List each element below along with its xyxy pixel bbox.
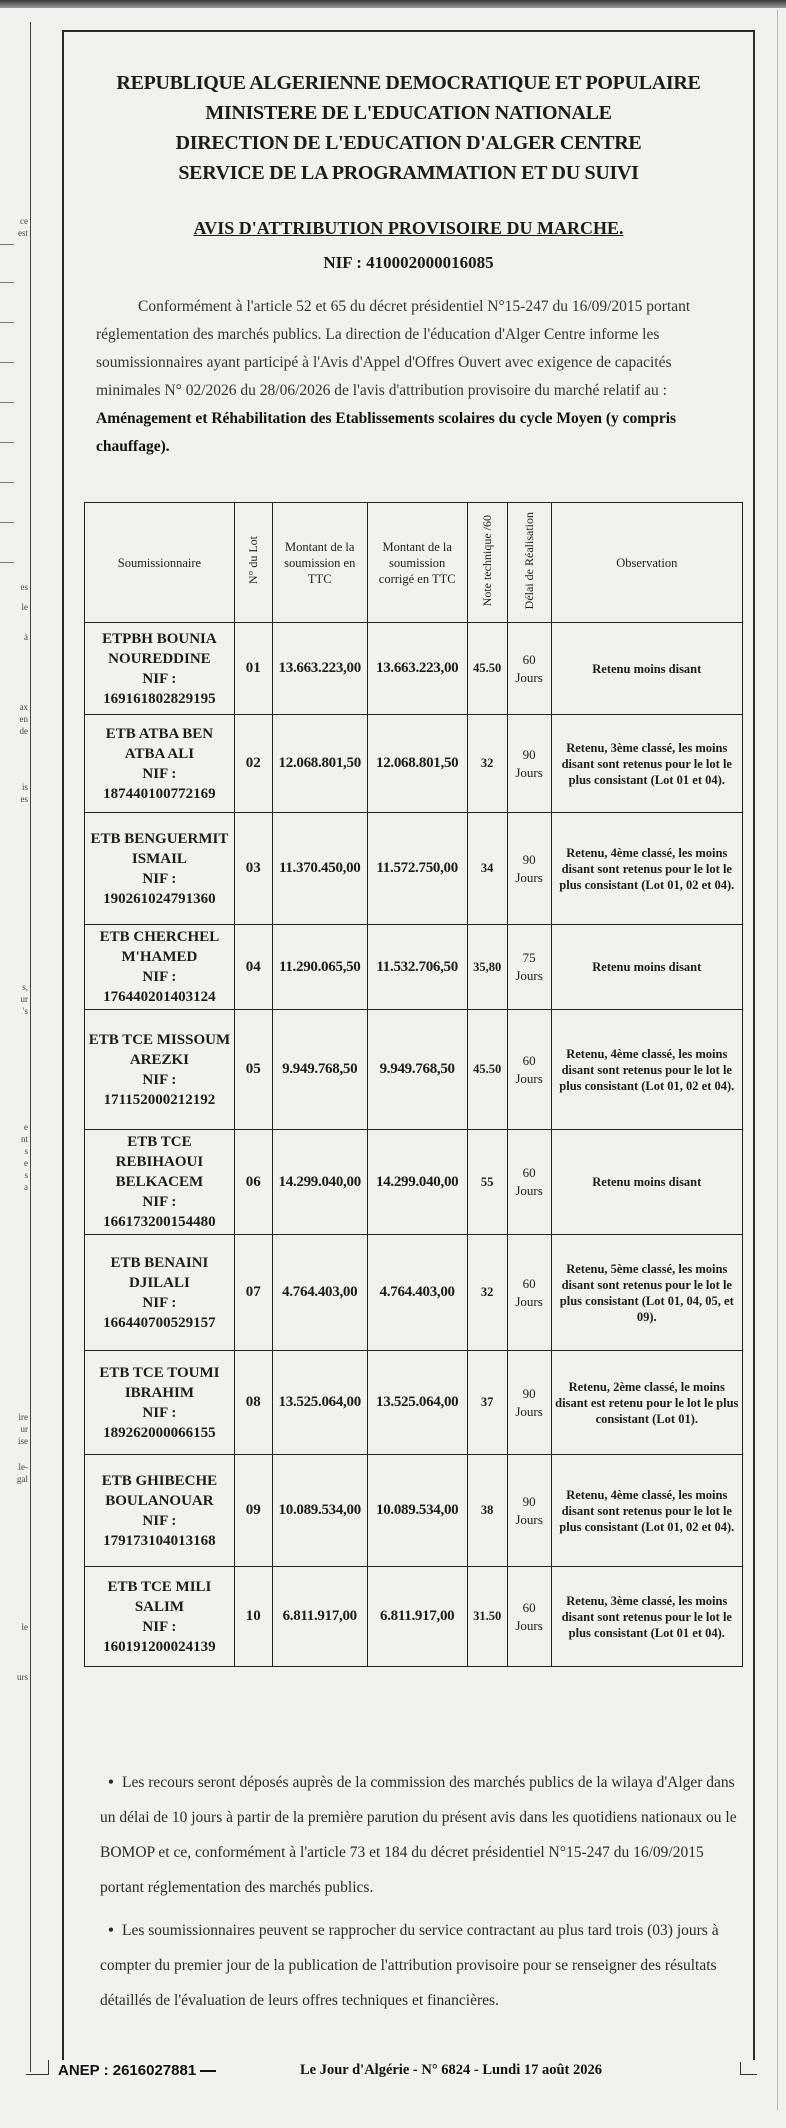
lot-cell: 03: [234, 813, 272, 925]
amount-corrected-cell: 13.663.223,00: [367, 623, 467, 715]
column-rule: [0, 522, 14, 523]
delay-cell: 90 Jours: [507, 813, 551, 925]
table-row: [85, 1351, 743, 1455]
notice-intro: [96, 293, 721, 461]
bidder-cell: [85, 1351, 235, 1455]
column-rule: [0, 482, 14, 483]
column-rule: [0, 282, 14, 283]
lot-cell: 04: [234, 925, 272, 1010]
amount-cell: 13.663.223,00: [272, 623, 367, 715]
observation-cell: Retenu, 4ème classé, les moins disant sont retenus pour le lot le plus consistant (Lot 01, 02 et 04).: [551, 813, 742, 925]
column-rule: [0, 362, 14, 363]
intro-text: Conformément à l'article 52 et 65 du décret présidentiel N°15-247 du 16/09/2015 portant réglementation des marchés publics. La direction de l'éducation d'Alger Centre informe les soumissionnaires ayant participé à l'Avis d'Appel d'Offres Ouvert avec exigence de capacités minimales N° 02/2026 du 28/06/2026 de l'avis d'attribution provisoire du marché relatif au :: [96, 298, 691, 399]
amount-corrected-cell: 12.068.801,50: [367, 715, 467, 813]
amount-corrected-cell: 6.811.917,00: [367, 1567, 467, 1667]
header-line: MINISTERE DE L'EDUCATION NATIONALE: [205, 102, 612, 124]
column-fragment-text: s,: [22, 982, 28, 992]
bidder-name: ETPBH BOUNIA NOUREDDINE: [102, 630, 217, 667]
column-fragment-text: urs: [17, 1672, 28, 1682]
header-note-label: Note technique /60: [479, 514, 494, 607]
bidder-nif: NIF : 160191200024139: [103, 1618, 216, 1655]
column-fragment-text: es: [20, 582, 28, 592]
table-row: [85, 1567, 743, 1667]
column-fragment-text: ire: [18, 1412, 28, 1422]
bidder-cell: [85, 1455, 235, 1567]
observation-cell: Retenu, 4ème classé, les moins disant sont retenus pour le lot le plus consistant (Lot 01, 02 et 04).: [551, 1010, 742, 1130]
bidder-nif: NIF : 166440700529157: [103, 1294, 216, 1331]
note-cell: 31.50: [467, 1567, 507, 1667]
note-cell: 34: [467, 813, 507, 925]
note-cell: 37: [467, 1351, 507, 1455]
delay-cell: 90 Jours: [507, 1351, 551, 1455]
amount-cell: 9.949.768,50: [272, 1010, 367, 1130]
header-lot-label: N° du Lot: [245, 536, 260, 585]
header-delay-label: Délai de Réalisation: [521, 511, 536, 610]
frame-corner-left: [26, 2060, 49, 2075]
header-line: SERVICE DE LA PROGRAMMATION ET DU SUIVI: [178, 162, 639, 184]
notice-nif: NIF : 410002000016085: [323, 253, 494, 272]
observation-cell: Retenu, 4ème classé, les moins disant sont retenus pour le lot le plus consistant (Lot 01, 02 et 04).: [551, 1455, 742, 1567]
lot-cell: 07: [234, 1235, 272, 1351]
column-fragment-text: gal: [17, 1474, 28, 1484]
column-rule: [0, 402, 14, 403]
note-cell: 38: [467, 1455, 507, 1567]
page-right-edge: [777, 10, 786, 2110]
attribution-table: [84, 502, 743, 1667]
observation-cell: Retenu, 3ème classé, les moins disant sont retenus pour le lot le plus consistant (Lot 01 et 04).: [551, 1567, 742, 1667]
bullet-icon: •: [108, 1774, 114, 1791]
observation-cell: Retenu moins disant: [551, 1130, 742, 1235]
column-fragment-text: de: [19, 726, 28, 736]
bidder-name: ETB TCE MISSOUM AREZKI: [88, 1031, 231, 1068]
bidder-name: ETB GHIBECHE BOULANOUAR: [101, 1472, 218, 1509]
column-rule: [0, 322, 14, 323]
amount-corrected-cell: 14.299.040,00: [367, 1130, 467, 1235]
lot-cell: 02: [234, 715, 272, 813]
bidder-nif: NIF : 179173104013168: [103, 1512, 216, 1549]
bidder-nif: NIF : 176440201403124: [103, 969, 216, 1005]
header-observation: Observation: [551, 503, 742, 623]
column-fragment-text: en: [19, 714, 28, 724]
bidder-cell: [85, 623, 235, 715]
column-fragment-text: est: [18, 228, 28, 238]
frame-corner-right: [740, 2062, 757, 2075]
bullet-icon: •: [108, 1922, 114, 1939]
column-rule: [0, 244, 14, 245]
bidder-nif: NIF : 171152000212192: [103, 1071, 216, 1108]
observation-cell: Retenu moins disant: [551, 925, 742, 1010]
amount-cell: 14.299.040,00: [272, 1130, 367, 1235]
table-header-row: [85, 503, 743, 623]
bidder-name: ETB BENGUERMIT ISMAIL: [90, 830, 229, 867]
observation-cell: Retenu, 5ème classé, les moins disant sont retenus pour le lot le plus consistant (Lot 01, 04, 05, et 09).: [551, 1235, 742, 1351]
delay-cell: 60 Jours: [507, 1235, 551, 1351]
delay-cell: 90 Jours: [507, 715, 551, 813]
amount-corrected-cell: 11.532.706,50: [367, 925, 467, 1010]
column-fragment-text: le-: [18, 1462, 28, 1472]
column-fragment-text: e: [24, 1122, 28, 1132]
delay-cell: 75 Jours: [507, 925, 551, 1010]
amount-cell: 13.525.064,00: [272, 1351, 367, 1455]
header-line: DIRECTION DE L'EDUCATION D'ALGER CENTRE: [175, 132, 642, 154]
bidder-nif: NIF : 169161802829195: [103, 670, 216, 707]
adjacent-column-fragment: [0, 22, 31, 2072]
amount-corrected-cell: 9.949.768,50: [367, 1010, 467, 1130]
lot-cell: 05: [234, 1010, 272, 1130]
column-fragment-text: 's: [22, 1006, 28, 1016]
column-fragment-text: le: [21, 602, 28, 612]
amount-corrected-cell: 4.764.403,00: [367, 1235, 467, 1351]
tender-notice: [62, 30, 755, 2060]
bidder-nif: NIF : 189262000066155: [103, 1404, 216, 1441]
bullet-text: Les soumissionnaires peuvent se rapprocher du service contractant au plus tard trois (03) jours à compter du premier jour de la publication de l'attribution provisoire pour se renseigner des résultats détaillés de l'évaluation de leurs offres techniques et financières.: [100, 1922, 719, 2009]
column-fragment-text: ise: [18, 1436, 28, 1446]
header-amount: Montant de la soumission en TTC: [272, 503, 367, 623]
column-rule: [0, 562, 14, 563]
note-cell: 32: [467, 1235, 507, 1351]
header-delay: [507, 503, 551, 623]
amount-cell: 11.370.450,00: [272, 813, 367, 925]
bullet-text: Les recours seront déposés auprès de la commission des marchés publics de la wilaya d'Alger dans un délai de 10 jours à partir de la première parution du présent avis dans les quotidiens nationaux ou le BOMOP et ce, conformément à l'article 73 et 184 du décret présidentiel N°15-247 du 16/09/2015 portant réglementation des marchés publics.: [100, 1774, 737, 1896]
amount-cell: 12.068.801,50: [272, 715, 367, 813]
header-bidder: Soumissionnaire: [85, 503, 235, 623]
observation-cell: Retenu moins disant: [551, 623, 742, 715]
column-fragment-text: ce: [20, 216, 28, 226]
bidder-cell: [85, 1130, 235, 1235]
delay-cell: 60 Jours: [507, 1130, 551, 1235]
column-fragment-text: à: [24, 632, 28, 642]
amount-corrected-cell: 10.089.534,00: [367, 1455, 467, 1567]
note-cell: 35,80: [467, 925, 507, 1010]
notice-bullets: [100, 1765, 740, 2026]
table-row: [85, 813, 743, 925]
lot-cell: 08: [234, 1351, 272, 1455]
bidder-cell: [85, 925, 235, 1010]
bidder-name: ETB CHERCHEL M'HAMED: [99, 929, 220, 965]
lot-cell: 06: [234, 1130, 272, 1235]
column-fragment-text: is: [21, 782, 28, 792]
column-fragment-text: s: [24, 1146, 28, 1156]
page-top-band: [0, 0, 786, 8]
bidder-nif: NIF : 187440100772169: [103, 765, 216, 802]
amount-cell: 11.290.065,50: [272, 925, 367, 1010]
amount-cell: 4.764.403,00: [272, 1235, 367, 1351]
footer-anep: [58, 2062, 220, 2079]
lot-cell: 10: [234, 1567, 272, 1667]
column-fragment-text: ax: [19, 702, 28, 712]
amount-corrected-cell: 13.525.064,00: [367, 1351, 467, 1455]
bidder-cell: [85, 1235, 235, 1351]
column-fragment-text: ur: [20, 1424, 28, 1434]
bidder-cell: [85, 1567, 235, 1667]
column-fragment-text: ur: [20, 994, 28, 1004]
notice-title: AVIS D'ATTRIBUTION PROVISOIRE DU MARCHE.: [193, 218, 624, 238]
header-line: REPUBLIQUE ALGERIENNE DEMOCRATIQUE ET POPULAIRE: [116, 72, 701, 94]
table-row: [85, 1235, 743, 1351]
table-row: [85, 1455, 743, 1567]
bidder-name: ETB TCE REBIHAOUI BELKACEM: [115, 1134, 204, 1190]
bidder-nif: NIF : 166173200154480: [103, 1194, 216, 1230]
intro-project: Aménagement et Réhabilitation des Etablissements scolaires du cycle Moyen (y compris chauffage).: [96, 410, 677, 455]
column-fragment-text: nt: [20, 1134, 28, 1144]
header-amount-corrected: Montant de la soumission corrigé en TTC: [367, 503, 467, 623]
table-row: [85, 1010, 743, 1130]
bidder-cell: [85, 1010, 235, 1130]
note-cell: 32: [467, 715, 507, 813]
bidder-name: ETB BENAINI DJILALI: [110, 1254, 209, 1291]
notice-header: [64, 68, 753, 188]
delay-cell: 60 Jours: [507, 1010, 551, 1130]
column-fragment-text: le: [21, 1622, 28, 1632]
delay-cell: 60 Jours: [507, 1567, 551, 1667]
column-rule: [0, 442, 14, 443]
anep-reference: ANEP : 2616027881: [58, 2062, 197, 2079]
observation-cell: Retenu, 3ème classé, les moins disant sont retenus pour le lot le plus consistant (Lot 01 et 04).: [551, 715, 742, 813]
amount-cell: 6.811.917,00: [272, 1567, 367, 1667]
amount-cell: 10.089.534,00: [272, 1455, 367, 1567]
bullet-item: [100, 1913, 740, 2018]
column-fragment-text: a: [24, 1182, 28, 1192]
observation-cell: Retenu, 2ème classé, le moins disant est retenu pour le lot le plus consistant (Lot 01).: [551, 1351, 742, 1455]
note-cell: 55: [467, 1130, 507, 1235]
header-note: [467, 503, 507, 623]
column-fragment-text: s: [24, 1170, 28, 1180]
bidder-name: ETB ATBA BEN ATBA ALI: [105, 725, 214, 762]
footer-dash: [200, 2070, 216, 2072]
delay-cell: 90 Jours: [507, 1455, 551, 1567]
lot-cell: 09: [234, 1455, 272, 1567]
header-lot: [234, 503, 272, 623]
delay-cell: 60 Jours: [507, 623, 551, 715]
note-cell: 45.50: [467, 623, 507, 715]
lot-cell: 01: [234, 623, 272, 715]
table-row: [85, 623, 743, 715]
table-row: [85, 1130, 743, 1235]
amount-corrected-cell: 11.572.750,00: [367, 813, 467, 925]
bullet-item: [100, 1765, 740, 1905]
footer-journal: Le Jour d'Algérie - N° 6824 - Lundi 17 août 2026: [300, 2062, 602, 2078]
table-row: [85, 715, 743, 813]
column-fragment-text: es: [20, 794, 28, 804]
bidder-cell: [85, 715, 235, 813]
bidder-name: ETB TCE TOUMI IBRAHIM: [99, 1364, 220, 1401]
note-cell: 45.50: [467, 1010, 507, 1130]
bidder-name: ETB TCE MILI SALIM: [107, 1578, 212, 1615]
bidder-cell: [85, 813, 235, 925]
column-fragment-text: e: [24, 1158, 28, 1168]
bidder-nif: NIF : 190261024791360: [103, 870, 216, 907]
table-row: [85, 925, 743, 1010]
